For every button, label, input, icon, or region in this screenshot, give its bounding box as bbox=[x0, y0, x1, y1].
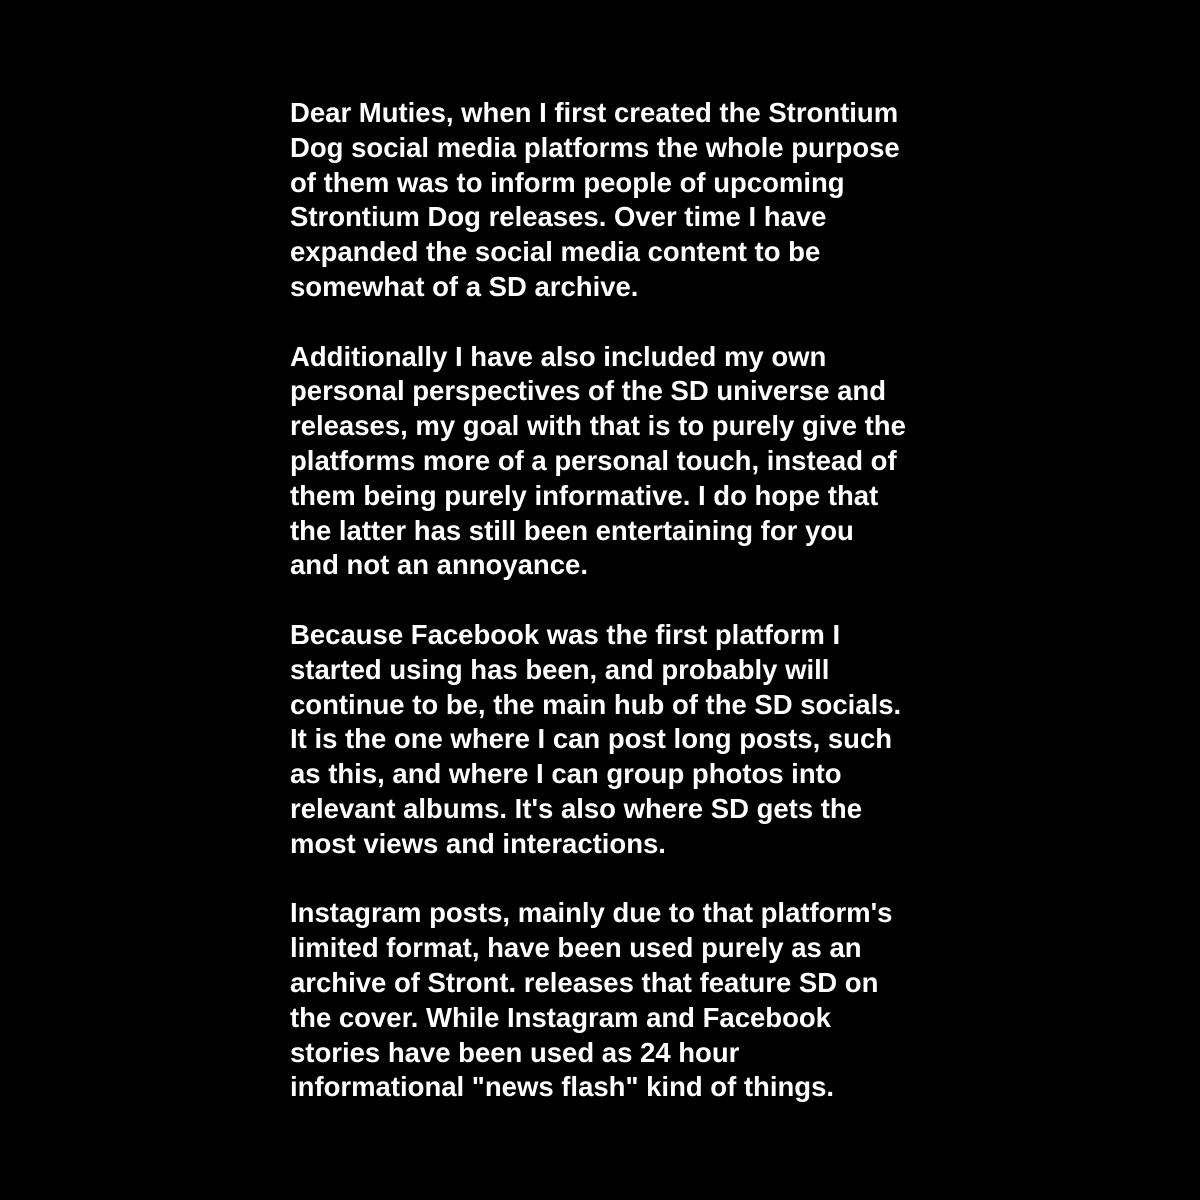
text-line: Additionally I have also included my own bbox=[290, 340, 827, 372]
text-line: stories have been used as 24 hour bbox=[290, 1036, 740, 1068]
paragraph-perspectives bbox=[290, 340, 930, 584]
text-line: releases, my goal with that is to purely give the bbox=[290, 410, 906, 442]
text-line: informational "news flash" kind of things. bbox=[290, 1071, 835, 1103]
text-line: continue to be, the main hub of the SD socials. bbox=[290, 688, 902, 720]
text-line: the latter has still been entertaining for you bbox=[290, 514, 854, 546]
text-line: somewhat of a SD archive. bbox=[290, 270, 639, 302]
text-line: relevant albums. It's also where SD gets the bbox=[290, 792, 863, 824]
text-line: most views and interactions. bbox=[290, 827, 666, 859]
text-line: Because Facebook was the first platform I bbox=[290, 618, 841, 650]
text-line: the cover. While Instagram and Facebook bbox=[290, 1001, 831, 1033]
text-line: personal perspectives of the SD universe and bbox=[290, 375, 887, 407]
text-line: Strontium Dog releases. Over time I have bbox=[290, 201, 827, 233]
text-line: archive of Stront. releases that feature SD on bbox=[290, 966, 879, 998]
paragraph-instagram bbox=[290, 896, 930, 1105]
text-line: Dog social media platforms the whole purpose bbox=[290, 131, 900, 163]
text-line: started using has been, and probably will bbox=[290, 653, 830, 685]
text-line: platforms more of a personal touch, instead of bbox=[290, 444, 897, 476]
text-line: as this, and where I can group photos into bbox=[290, 758, 842, 790]
paragraph-purpose bbox=[290, 96, 930, 305]
text-line: expanded the social media content to be bbox=[290, 236, 821, 268]
paragraph-facebook bbox=[290, 618, 930, 862]
text-line: Dear Muties, when I first created the Strontium bbox=[290, 97, 899, 128]
text-line: of them was to inform people of upcoming bbox=[290, 166, 845, 198]
letter-body bbox=[290, 96, 930, 1105]
text-line: and not an annoyance. bbox=[290, 549, 588, 581]
text-line: It is the one where I can post long posts, such bbox=[290, 723, 893, 755]
text-line: limited format, have been used purely as an bbox=[290, 932, 862, 964]
text-line: them being purely informative. I do hope that bbox=[290, 479, 879, 511]
text-line: Instagram posts, mainly due to that platform's bbox=[290, 897, 893, 929]
